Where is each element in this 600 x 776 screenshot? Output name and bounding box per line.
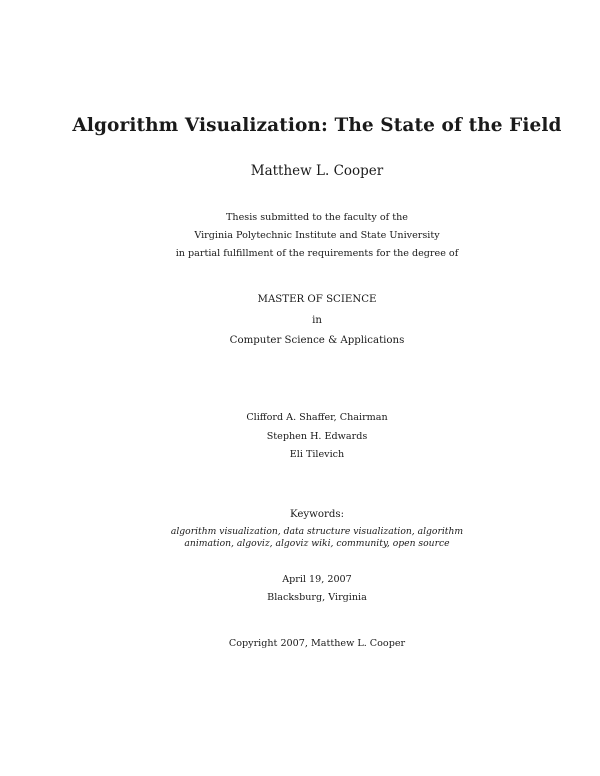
author-name: Matthew L. Cooper [250, 163, 384, 179]
degree-field: Computer Science & Applications [229, 335, 405, 346]
submission-date: April 19, 2007 [282, 574, 352, 585]
submission-line-1: Thesis submitted to the faculty of the [226, 212, 408, 223]
submission-location: Blacksburg, Virginia [267, 592, 367, 603]
committee-member-1: Stephen H. Edwards [266, 431, 368, 442]
submission-line-2: Virginia Polytechnic Institute and State University [194, 230, 440, 241]
committee-member-2: Eli Tilevich [289, 449, 345, 460]
thesis-title: Algorithm Visualization: The State of the Field [72, 115, 562, 136]
copyright-notice: Copyright 2007, Matthew L. Cooper [228, 638, 406, 649]
committee-chairman: Clifford A. Shaffer, Chairman [246, 412, 388, 423]
degree-name: MASTER OF SCIENCE [257, 294, 377, 305]
keywords-line-1: algorithm visualization, data structure visualization, algorithm [170, 526, 464, 537]
degree-connector: in [312, 315, 322, 326]
keywords-label: Keywords: [289, 509, 345, 520]
submission-line-3: in partial fulfillment of the requirements for the degree of [175, 248, 459, 259]
keywords-line-2: animation, algoviz, algoviz wiki, community, open source [184, 538, 450, 549]
